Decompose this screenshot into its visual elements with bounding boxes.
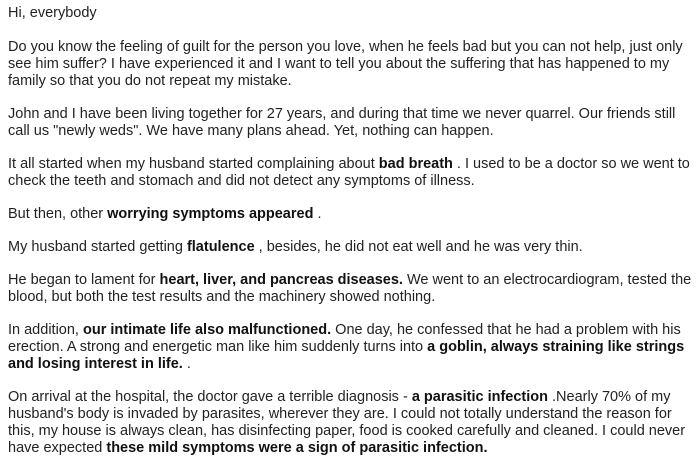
emphasis-text: these mild symptoms were a sign of parasitic infection. [106, 440, 488, 456]
paragraph [8, 206, 692, 223]
paragraph-text: It all started when my husband started complaining about [8, 156, 379, 172]
greeting: Hi, everybody [8, 5, 97, 21]
paragraph-text: . I used to be a doctor so we went to check the teeth and stomach and did not detect any symptoms of illness. [8, 156, 690, 189]
paragraph [8, 106, 692, 140]
emphasis-text: a parasitic infection [411, 389, 548, 405]
paragraph-text: But then, other [8, 206, 108, 222]
paragraph [8, 239, 692, 256]
paragraph-text: In addition, [8, 322, 83, 338]
paragraph-text: We went to an electrocardiogram, tested the blood, but both the test results and the machinery showed nothing. [8, 272, 692, 305]
paragraph [8, 389, 692, 457]
paragraph [8, 39, 692, 90]
emphasis-text: flatulence [186, 239, 255, 255]
emphasis-text: heart, liver, and pancreas diseases. [159, 272, 403, 288]
paragraph-text: Do you know the feeling of guilt for the person you love, when he feels bad but you can not help, just only see him suffer? I have experienced it and I want to tell you about the suffering that has happened to my family so that you do not repeat my mistake. [8, 39, 683, 89]
emphasis-text: a goblin, always straining like strings and losing interest in life. [8, 339, 685, 372]
paragraph [8, 156, 692, 190]
paragraph-text: My husband started getting [8, 239, 187, 255]
paragraph-text: John and I have been living together for 27 years, and during that time we never quarrel. Our friends still call us "newly weds". We have many plans ahead. Yet, nothing can happen. [8, 106, 676, 139]
paragraph [8, 322, 692, 373]
emphasis-text: our intimate life also malfunctioned. [82, 322, 332, 338]
paragraph-text: .Nearly 70% of my husband's body is invaded by parasites, wherever they are. I could not totally understand the reason for this, my house is always clean, has disinfecting paper, food is cooked carefully and cleaned. I could never have expected [8, 389, 686, 456]
paragraph [8, 272, 692, 306]
paragraph-text: , besides, he did not eat well and he was very thin. [254, 239, 583, 255]
emphasis-text: bad breath [378, 156, 453, 172]
paragraph-text: One day, he confessed that he had a problem with his erection. A strong and energetic man like him suddenly turns into [8, 322, 681, 355]
emphasis-text: worrying symptoms appeared [107, 206, 314, 222]
paragraph-text: . [313, 206, 322, 222]
paragraph-text: . [182, 356, 191, 372]
paragraph-text: He began to lament for [8, 272, 160, 288]
paragraph-text: On arrival at the hospital, the doctor gave a terrible diagnosis - [8, 389, 412, 405]
